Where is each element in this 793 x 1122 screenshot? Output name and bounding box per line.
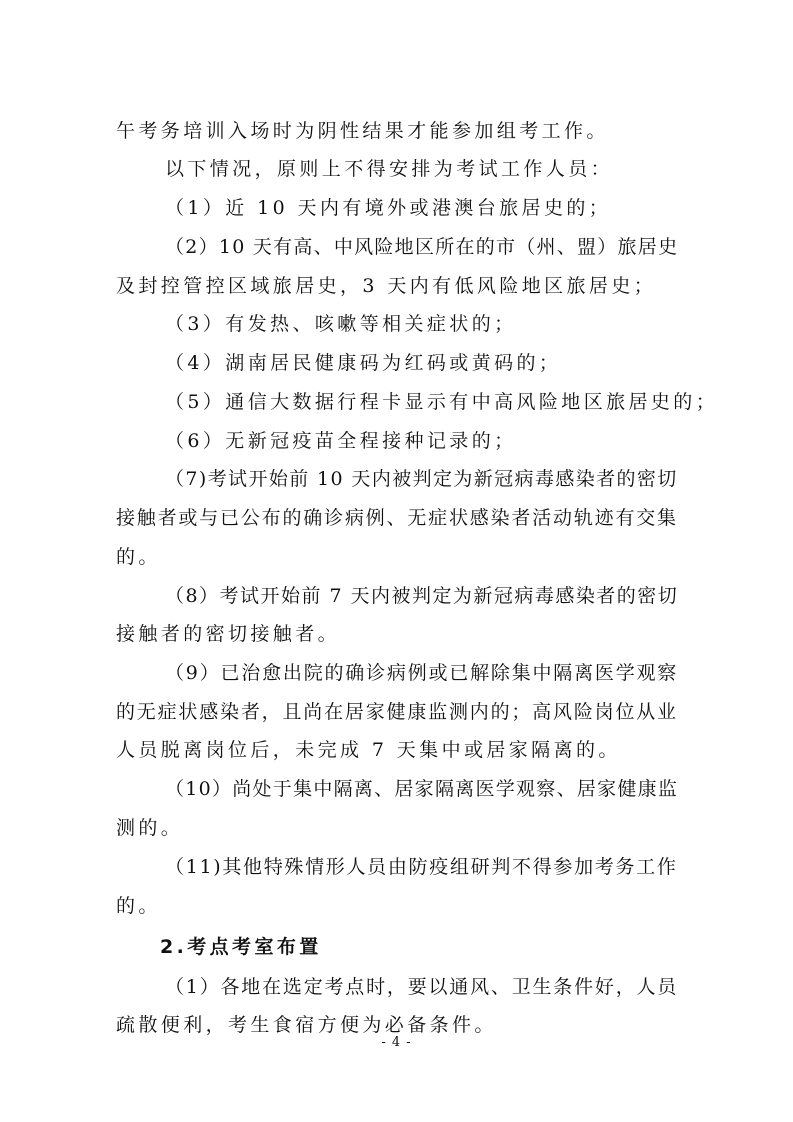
list-item-line: （9）已治愈出院的确诊病例或已解除集中隔离医学观察	[165, 662, 679, 684]
page-number: - 4 -	[381, 1035, 412, 1050]
body-text-line: 以下情况，原则上不得安排为考试工作人员：	[165, 158, 614, 180]
list-item-line: 疏散便利，考生食宿方便为必备条件。	[116, 1014, 497, 1036]
list-item-line: 的。	[116, 895, 161, 917]
body-text-line: 午考务培训入场时为阴性结果才能参加组考工作。	[116, 120, 609, 142]
list-item-line: （8）考试开始前 7 天内被判定为新冠病毒感染者的密切	[165, 585, 679, 607]
list-item-line: （2）10 天有高、中风险地区所在的市（州、盟）旅居史	[165, 236, 679, 258]
list-item-line: （3）有发热、咳嗽等相关症状的；	[165, 313, 517, 335]
section-heading: 2.考点考室布置	[160, 936, 322, 958]
list-item-line: 及封控管控区域旅居史，3 天内有低风险地区旅居史；	[116, 275, 657, 297]
list-item-line: （10）尚处于集中隔离、居家隔离医学观察、居家健康监	[165, 778, 679, 800]
list-item-line: 的。	[116, 546, 161, 568]
list-item-line: 测的。	[116, 817, 184, 839]
list-item-line: （4）湖南居民健康码为红码或黄码的；	[165, 352, 562, 374]
list-item-line: （7)考试开始前 10 天内被判定为新冠病毒感染者的密切	[165, 468, 678, 490]
list-item-line: 接触者的密切接触者。	[116, 623, 341, 645]
list-item-line: （6）无新冠疫苗全程接种记录的；	[165, 430, 517, 452]
list-item-line: （1）各地在选定考点时，要以通风、卫生条件好，人员	[165, 976, 679, 998]
list-item-line: （1）近 10 天内有境外或港澳台旅居史的；	[165, 197, 612, 219]
list-item-line: 的无症状感染者，且尚在居家健康监测内的；高风险岗位从业	[116, 701, 678, 723]
list-item-line: 接触者或与已公布的确诊病例、无症状感染者活动轨迹有交集	[116, 507, 678, 529]
list-item-line: （5）通信大数据行程卡显示有中高风险地区旅居史的；	[165, 391, 719, 413]
list-item-line: 人员脱离岗位后，未完成 7 天集中或居家隔离的。	[116, 739, 621, 761]
list-item-line: （11)其他特殊情形人员由防疫组研判不得参加考务工作	[165, 856, 678, 878]
